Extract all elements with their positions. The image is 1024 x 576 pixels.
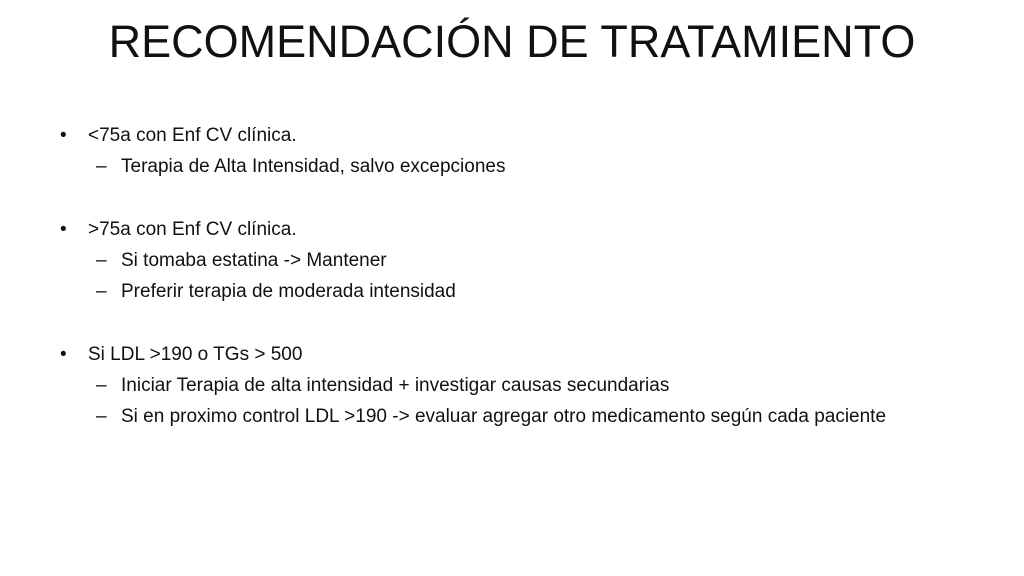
dash-icon: – (96, 250, 107, 271)
bullet-item (60, 123, 960, 148)
bullet-icon: • (60, 125, 67, 146)
dash-icon: – (96, 406, 107, 427)
slide-title: RECOMENDACIÓN DE TRATAMIENTO (108, 16, 916, 67)
bullet-list (60, 123, 960, 429)
sub-bullet-text: Si tomaba estatina -> Mantener (121, 250, 387, 271)
dash-icon: – (96, 281, 107, 302)
bullet-item (60, 217, 960, 242)
bullet-text: Si LDL >190 o TGs > 500 (88, 344, 303, 365)
bullet-icon: • (60, 219, 67, 240)
sub-bullet-item (60, 373, 960, 398)
sub-bullet-item (60, 279, 960, 304)
bullet-text: <75a con Enf CV clínica. (88, 125, 297, 146)
dash-icon: – (96, 156, 107, 177)
sub-bullet-item (60, 154, 960, 179)
sub-bullet-item (60, 248, 960, 273)
sub-bullet-text: Terapia de Alta Intensidad, salvo excepciones (121, 156, 506, 177)
bullet-item (60, 342, 960, 367)
dash-icon: – (96, 375, 107, 396)
sub-bullet-item (60, 404, 901, 429)
bullet-text: >75a con Enf CV clínica. (88, 219, 297, 240)
bullet-icon: • (60, 344, 67, 365)
sub-bullet-text: Si en proximo control LDL >190 -> evaluar agregar otro medicamento según cada paciente (121, 406, 887, 427)
sub-bullet-text: Preferir terapia de moderada intensidad (121, 281, 456, 302)
sub-bullet-text: Iniciar Terapia de alta intensidad + investigar causas secundarias (121, 375, 670, 396)
